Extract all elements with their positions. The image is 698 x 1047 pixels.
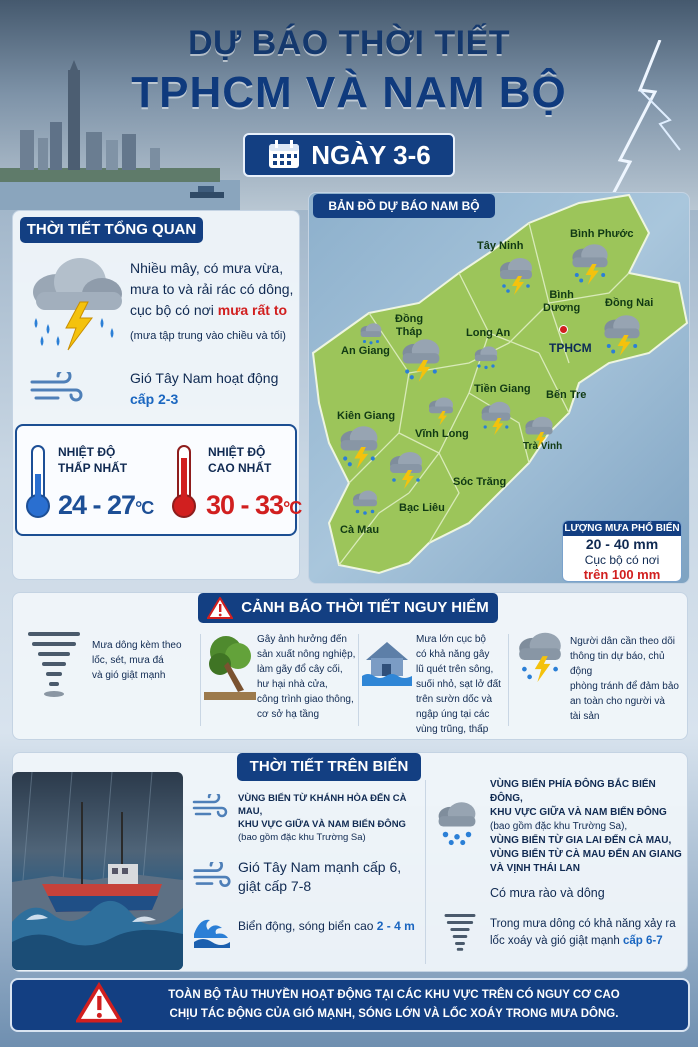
province-dong-nai: Đồng Nai <box>605 297 654 309</box>
warning-title-text: CẢNH BÁO THỜI TIẾT NGUY HIỂM <box>241 599 489 616</box>
sea-area-2-line5: VÀ VỊNH THÁI LAN <box>490 863 580 874</box>
province-tien-giang: Tiền Giang <box>474 383 531 395</box>
sea-tornado-line2 <box>490 933 688 950</box>
warning-2-line3: làm gãy đổ cây cối, <box>257 664 343 675</box>
warning-1-line2: lốc, sét, mưa đá <box>92 655 164 666</box>
sea-wind <box>238 858 428 896</box>
storm-cloud-icon <box>496 256 536 296</box>
storm-cloud-icon <box>478 400 514 436</box>
temp-min-label-line1: NHIỆT ĐỘ <box>58 445 116 459</box>
storm-cloud-icon <box>22 252 126 352</box>
sea-area-2 <box>490 778 688 876</box>
sea-divider <box>425 780 426 964</box>
province-dong-thap <box>395 313 423 339</box>
rainfall-box <box>562 520 682 582</box>
warning-2-line2: sản xuất nông nghiệp, <box>257 649 356 660</box>
thermometer-cold-icon <box>24 444 52 520</box>
storm-cloud-icon <box>336 424 382 470</box>
province-binh-duong-line2: Dương <box>543 302 581 314</box>
page-title-line1: DỰ BÁO THỜI TIẾT <box>187 24 511 62</box>
storm-cloud-icon <box>568 242 612 286</box>
province-ben-tre: Bến Tre <box>546 389 587 401</box>
storm-cloud-icon <box>514 630 566 690</box>
waves-icon <box>192 914 230 948</box>
warning-2-line4: hư hại nhà cửa, <box>257 679 328 690</box>
temp-min-unit: °C <box>135 498 154 518</box>
warning-3-line1: Mưa lớn cục bộ <box>416 634 486 645</box>
overview-line3-prefix: cục bộ có nơi <box>130 302 214 318</box>
warning-item-3 <box>416 632 512 737</box>
warning-4-line2: thông tin dự báo, chủ động <box>570 651 665 677</box>
date-label: NGÀY 3-6 <box>311 139 431 170</box>
warning-4-line1: Người dân cần theo dõi <box>570 636 675 647</box>
province-an-giang: An Giang <box>341 345 390 357</box>
warning-4-line4: an toàn cho người và <box>570 696 665 707</box>
province-soc-trang: Sóc Trăng <box>453 476 507 488</box>
tornado-icon <box>442 912 478 954</box>
province-kien-giang: Kiên Giang <box>337 410 396 422</box>
province-binh-duong <box>543 289 580 315</box>
warning-2-line6: cơ sở hạ tầng <box>257 709 320 720</box>
sea-area-2-line2: KHU VỰC GIỮA VÀ NAM BIỂN ĐÔNG <box>490 807 667 818</box>
rain-cloud-icon <box>358 322 384 348</box>
province-vinh-long: Vĩnh Long <box>415 428 469 440</box>
warning-item-4 <box>570 634 688 724</box>
sea-area-1-line2: KHU VỰC GIỮA VÀ NAM BIỂN ĐÔNG <box>238 819 406 830</box>
overview-line2: mưa to và rải rác có dông, <box>130 281 294 297</box>
warning-3-line7: vùng trũng, thấp <box>416 724 489 735</box>
warning-3-line5: trên sườn dốc và <box>416 694 493 705</box>
stormy-sea-boat-image <box>12 772 183 970</box>
warning-1-line1: Mưa dông kèm theo <box>92 640 182 651</box>
warning-item-1 <box>92 638 202 683</box>
temp-max-label-line1: NHIỆT ĐỘ <box>208 445 266 459</box>
rainfall-range: 20 - 40 mm <box>585 536 659 552</box>
warning-1-line3: và gió giật mạnh <box>92 670 166 681</box>
warning-item-2 <box>257 632 377 722</box>
sea-waves-prefix: Biển động, sóng biển cao <box>238 919 374 933</box>
temp-max-number: 30 - 33 <box>206 490 284 520</box>
storm-cloud-icon <box>386 450 426 490</box>
map-title: BẢN ĐỒ DỰ BÁO NAM BỘ <box>313 194 495 218</box>
warning-3-line2: có khả năng gây <box>416 649 490 660</box>
wind-line1: Gió Tây Nam hoạt động <box>130 370 279 386</box>
sea-area-2-note: (bao gồm đặc khu Trường Sa), <box>490 821 628 832</box>
temp-max-label-line2: CAO NHẤT <box>208 461 272 475</box>
sea-tornado-line2-prefix: lốc xoáy và gió giật mạnh <box>490 935 620 947</box>
overview-title: THỜI TIẾT TỔNG QUAN <box>20 217 203 243</box>
province-tphcm: TPHCM <box>549 341 592 355</box>
rainfall-max: trên 100 mm <box>583 567 661 582</box>
sea-title: THỜI TIẾT TRÊN BIỂN <box>237 753 421 781</box>
overview-line3 <box>130 300 300 321</box>
rain-cloud-icon <box>432 800 482 846</box>
temp-min-number: 24 - 27 <box>58 490 136 520</box>
flooded-house-icon <box>362 638 412 686</box>
wind-icon <box>192 794 228 820</box>
province-binh-phuoc: Bình Phước <box>570 228 634 240</box>
sea-area-2-line1: VÙNG BIỂN PHÍA ĐÔNG BẮC BIỂN ĐÔNG, <box>490 779 656 804</box>
sea-area-1 <box>238 792 428 844</box>
sea-area-2-line3: VÙNG BIỂN TỪ GIA LAI ĐẾN CÀ MAU, <box>490 835 672 846</box>
sea-tornado-level: cấp 6-7 <box>622 935 663 947</box>
footer-line2: CHỊU TÁC ĐỘNG CỦA GIÓ MẠNH, SÓNG LỚN VÀ LỐC XOÁY TRONG MƯA DÔNG. <box>169 1008 619 1020</box>
storm-cloud-icon <box>426 396 456 426</box>
fallen-tree-icon <box>204 632 256 702</box>
warning-3-line3: lũ quét trên sông, <box>416 664 494 675</box>
lightning-bolt-image <box>600 40 690 200</box>
sea-area-1-note: (bao gồm đặc khu Trường Sa) <box>238 832 366 843</box>
warning-3-line4: suối nhỏ, sạt lở đất <box>416 679 501 690</box>
sea-area-2-line4: VÙNG BIỂN TỪ CÀ MAU ĐẾN AN GIANG <box>490 849 682 860</box>
storm-cloud-icon <box>398 337 444 383</box>
footer-line1: TOÀN BỘ TÀU THUYỀN HOẠT ĐỘNG TẠI CÁC KHU VỰC TRÊN CÓ NGUY CƠ CAO <box>168 989 620 1001</box>
temp-min-value <box>58 490 153 521</box>
wind-level: cấp 2-3 <box>130 391 179 407</box>
rain-cloud-icon <box>350 489 380 519</box>
warning-divider <box>358 634 359 726</box>
warning-4-line3: phòng tránh để đảm bảo <box>570 681 679 692</box>
temp-min-label <box>58 444 127 476</box>
overview-description <box>130 258 300 321</box>
sea-waves-value: 2 - 4 m <box>376 919 415 933</box>
province-binh-duong-line1: Bình <box>549 289 574 301</box>
overview-subnote: (mưa tập trung vào chiều và tối) <box>130 330 286 342</box>
province-long-an: Long An <box>466 327 511 339</box>
rain-cloud-icon <box>472 345 500 373</box>
page-title-line2: TPHCM VÀ NAM BỘ <box>131 68 567 117</box>
warning-triangle-icon <box>207 597 233 619</box>
province-ca-mau: Cà Mau <box>340 524 380 536</box>
province-tra-vinh: Trà Vinh <box>523 441 563 452</box>
sea-showers: Có mưa rào và dông <box>490 886 605 900</box>
province-dong-thap-line1: Đồng <box>395 313 424 325</box>
province-bac-lieu: Bạc Liêu <box>399 502 445 514</box>
warning-4-line5: tài sản <box>570 711 600 722</box>
overview-highlight: mưa rất to <box>217 302 288 318</box>
warning-2-line5: công trình giao thông, <box>257 694 354 705</box>
rainfall-local: Cục bộ có nơi <box>584 553 660 567</box>
storm-cloud-icon <box>600 313 644 357</box>
warning-divider <box>508 634 509 726</box>
sea-waves <box>238 919 438 933</box>
province-dong-thap-line2: Tháp <box>395 326 423 338</box>
province-tay-ninh: Tây Ninh <box>477 240 524 252</box>
wind-icon <box>30 372 84 406</box>
sea-wind-line1: Gió Tây Nam mạnh cấp 6, <box>238 859 402 875</box>
tornado-icon <box>26 628 82 700</box>
thermometer-hot-icon <box>170 444 198 520</box>
temp-max-value <box>206 490 301 521</box>
sea-area-1-line1: VÙNG BIỂN TỪ KHÁNH HÒA ĐẾN CÀ MAU, <box>238 793 407 817</box>
wind-icon <box>192 862 232 890</box>
temp-max-unit: °C <box>283 498 302 518</box>
sea-tornado-line1: Trong mưa dông có khả năng xảy ra <box>490 918 676 930</box>
warning-divider <box>200 634 201 726</box>
footer-warning-text <box>108 986 680 1024</box>
city-marker-icon <box>559 325 568 334</box>
warning-2-line1: Gây ảnh hưởng đến <box>257 634 347 645</box>
calendar-icon <box>267 140 301 170</box>
warning-title <box>198 593 498 623</box>
warning-3-line6: ngập úng tại các <box>416 709 490 720</box>
temp-max-label <box>208 444 271 476</box>
rainfall-title: LƯỢNG MƯA PHỔ BIẾN <box>564 523 680 534</box>
date-badge <box>243 133 455 177</box>
temp-min-label-line2: THẤP NHẤT <box>58 461 128 475</box>
overview-line1: Nhiều mây, có mưa vừa, <box>130 260 284 276</box>
overview-wind <box>130 368 300 410</box>
sea-tornado <box>490 916 688 950</box>
storm-cloud-icon <box>522 415 556 449</box>
sea-wind-line2: giật cấp 7-8 <box>238 878 312 894</box>
